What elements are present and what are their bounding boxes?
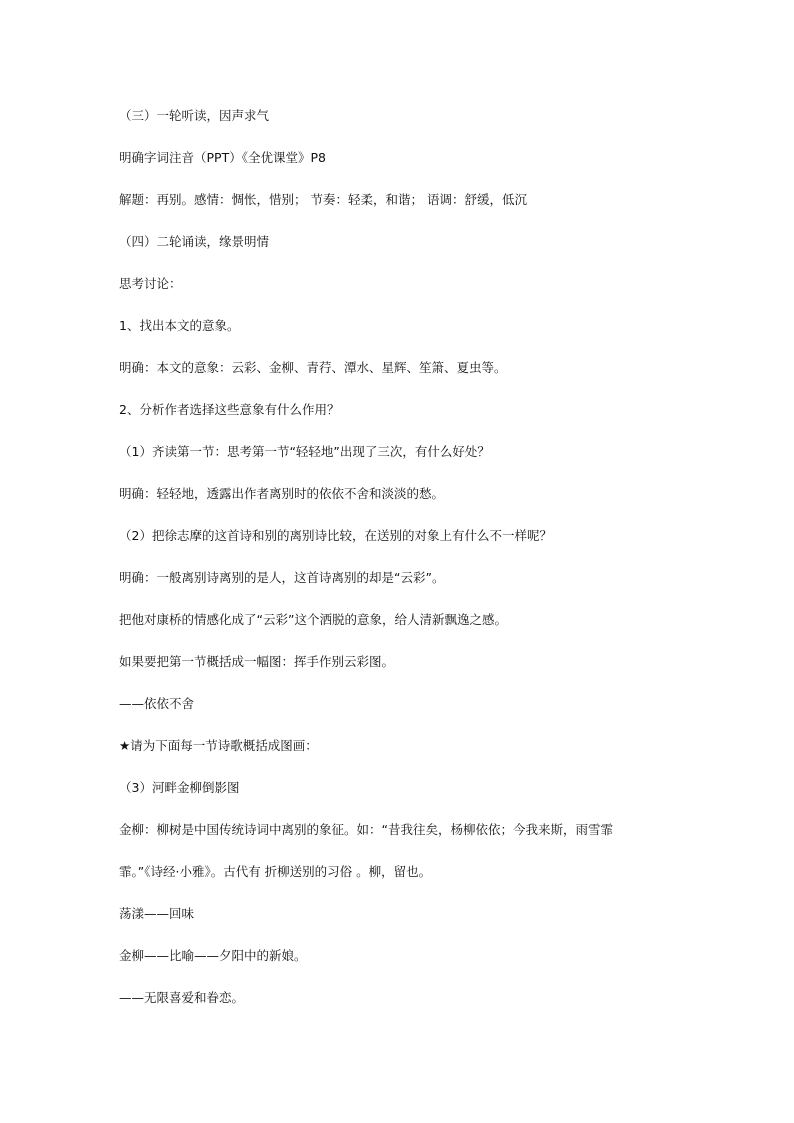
question-2: 2、分析作者选择这些意象有什么作用？	[119, 402, 340, 417]
paragraph-pronunciation: 明确字词注音（PPT）《全优课堂》P8	[119, 150, 326, 165]
paragraph-golden-willow-1: 金柳：柳树是中国传统诗词中离别的象征。如：“昔我往矣，杨柳依依；今我来斯，雨雪霏	[119, 822, 613, 837]
paragraph-cloud-image: 把他对康桥的情感化成了“云彩”这个洒脱的意象，给人清新飘逸之感。	[119, 612, 507, 627]
section-heading-4: （四）二轮诵读，缘景明情	[119, 234, 270, 249]
paragraph-metaphor: 金柳——比喻——夕阳中的新娘。	[119, 948, 307, 963]
sub-heading-3: （3）河畔金柳倒影图	[119, 780, 240, 795]
answer-1: 明确：本文的意象：云彩、金柳、青荇、潭水、星辉、笙箫、夏虫等。	[119, 360, 507, 375]
paragraph-ripple: 荡漾——回味	[119, 906, 195, 921]
task-summarize: ★请为下面每一节诗歌概括成图画：	[119, 738, 318, 753]
paragraph-title-analysis: 解题：再别。感情：惆怅，惜别； 节奏：轻柔，和谐； 语调：舒缓，低沉	[119, 192, 527, 207]
paragraph-first-section-picture: 如果要把第一节概括成一幅图：挥手作别云彩图。	[119, 654, 395, 669]
answer-sub-2: 明确：一般离别诗离别的是人，这首诗离别的却是“云彩”。	[119, 570, 445, 585]
answer-sub-1: 明确：轻轻地，透露出作者离别时的依依不舍和淡淡的愁。	[119, 486, 445, 501]
section-heading-3: （三）一轮听读，因声求气	[119, 108, 270, 123]
sub-question-2: （2）把徐志摩的这首诗和别的离别诗比较，在送别的对象上有什么不一样呢？	[119, 528, 552, 543]
sub-question-1: （1）齐读第一节：思考第一节“轻轻地”出现了三次，有什么好处？	[119, 444, 490, 459]
question-1: 1、找出本文的意象。	[119, 318, 240, 333]
paragraph-affection: ——无限喜爱和眷恋。	[119, 990, 245, 1005]
paragraph-discussion: 思考讨论：	[119, 276, 182, 291]
paragraph-golden-willow-2: 霏。”《诗经·小雅》。古代有 折柳送别的习俗 。柳，留也。	[119, 864, 432, 879]
paragraph-reluctant: ——依依不舍	[119, 696, 195, 711]
